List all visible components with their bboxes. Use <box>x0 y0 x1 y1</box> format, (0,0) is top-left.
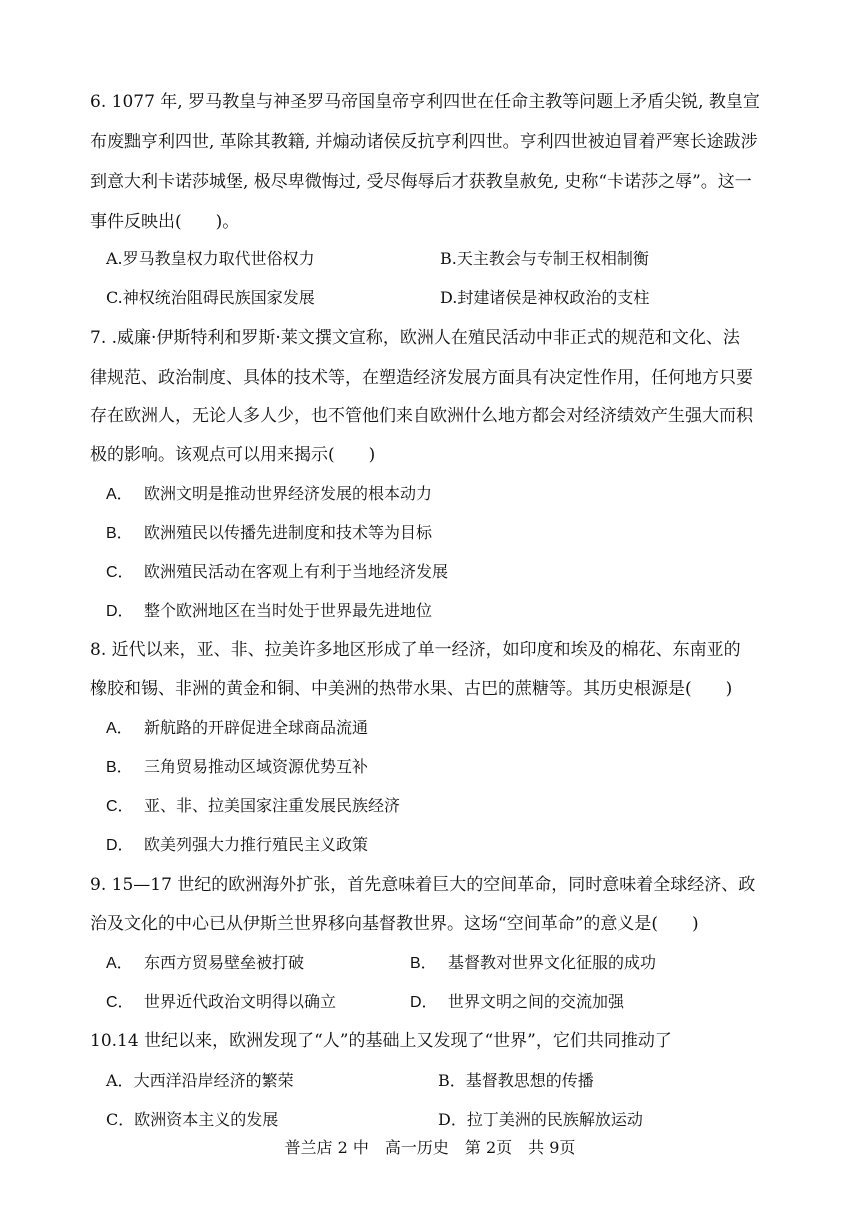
question-9-option-d: D． 世界文明之间的交流加强 <box>410 992 625 1011</box>
question-7-line-4: 极的影响。该观点可以用来揭示( ) <box>90 445 376 465</box>
question-8-option-d: D． 欧美列强大力推行殖民主义政策 <box>106 835 369 854</box>
question-6-line-3: 到意大利卡诺莎城堡, 极尽卑微悔过, 受尽侮辱后才获教皇赦免, 史称“卡诺莎之辱”。这一 <box>90 172 752 192</box>
question-9-option-b: B． 基督教对世界文化征服的成功 <box>410 953 657 972</box>
question-6-option-d: D.封建诸侯是神权政治的支柱 <box>440 288 650 307</box>
question-9-option-c: C． 世界近代政治文明得以确立 <box>106 992 337 1011</box>
question-10-option-c: C．欧洲资本主义的发展 <box>106 1110 279 1129</box>
question-10-option-b: B．基督教思想的传播 <box>438 1071 594 1090</box>
question-9-line-2: 治及文化的中心已从伊斯兰世界移向基督教世界。这场“空间革命”的意义是( ) <box>90 914 699 934</box>
question-6-line-1: 6. 1077 年, 罗马教皇与神圣罗马帝国皇帝亨利四世在任命主教等问题上矛盾尖锐, 教皇宣 <box>90 92 760 112</box>
question-6-option-a: A.罗马教皇权力取代世俗权力 <box>106 249 315 268</box>
question-7-line-3: 存在欧洲人，无论人多人少，也不管他们来自欧洲什么地方都会对经济绩效产生强大而积 <box>90 406 753 426</box>
page-footer: 普兰店 2 中 高一历史 第 2页 共 9页 <box>284 1138 576 1157</box>
question-7-option-c: C． 欧洲殖民活动在客观上有利于当地经济发展 <box>106 562 449 581</box>
question-7-line-2: 律规范、政治制度、具体的技术等，在塑造经济发展方面具有决定性作用，任何地方只要 <box>90 368 753 388</box>
question-7-option-b: B． 欧洲殖民以传播先进制度和技术等为目标 <box>106 523 433 542</box>
question-10-line-1: 10.14 世纪以来，欧洲发现了“人”的基础上又发现了“世界”，它们共同推动了 <box>90 1031 672 1051</box>
question-6-line-2: 布废黜亨利四世, 革除其教籍, 并煽动诸侯反抗亨利四世。亨利四世被迫冒着严寒长途跋涉 <box>90 132 758 152</box>
question-10-option-d: D．拉丁美洲的民族解放运动 <box>438 1110 643 1129</box>
question-9-line-1: 9. 15—17 世纪的欧洲海外扩张，首先意味着巨大的空间革命，同时意味着全球经济、政 <box>90 875 756 895</box>
question-8-option-c: C． 亚、非、拉美国家注重发展民族经济 <box>106 796 401 815</box>
question-9-option-a: A． 东西方贸易壁垒被打破 <box>106 953 305 972</box>
question-6-line-4: 事件反映出( )。 <box>90 212 240 232</box>
question-7-option-d: D． 整个欧洲地区在当时处于世界最先进地位 <box>106 601 433 620</box>
question-6-option-c: C.神权统治阻碍民族国家发展 <box>106 288 315 307</box>
question-8-line-1: 8. 近代以来，亚、非、拉美许多地区形成了单一经济，如印度和埃及的棉花、东南亚的 <box>90 640 741 660</box>
question-7-line-1: 7. .威廉·伊斯特利和罗斯·莱文撰文宣称，欧洲人在殖民活动中非正式的规范和文化、法 <box>90 328 740 348</box>
question-8-line-2: 橡胶和锡、非洲的黄金和铜、中美洲的热带水果、古巴的蔗糖等。其历史根源是( ) <box>90 679 733 699</box>
question-10-option-a: A．大西洋沿岸经济的繁荣 <box>106 1071 294 1090</box>
question-7-option-a: A． 欧洲文明是推动世界经济发展的根本动力 <box>106 484 433 503</box>
question-8-option-a: A． 新航路的开辟促进全球商品流通 <box>106 718 369 737</box>
question-6-option-b: B.天主教会与专制王权相制衡 <box>440 249 649 268</box>
question-8-option-b: B． 三角贸易推动区域资源优势互补 <box>106 757 369 776</box>
